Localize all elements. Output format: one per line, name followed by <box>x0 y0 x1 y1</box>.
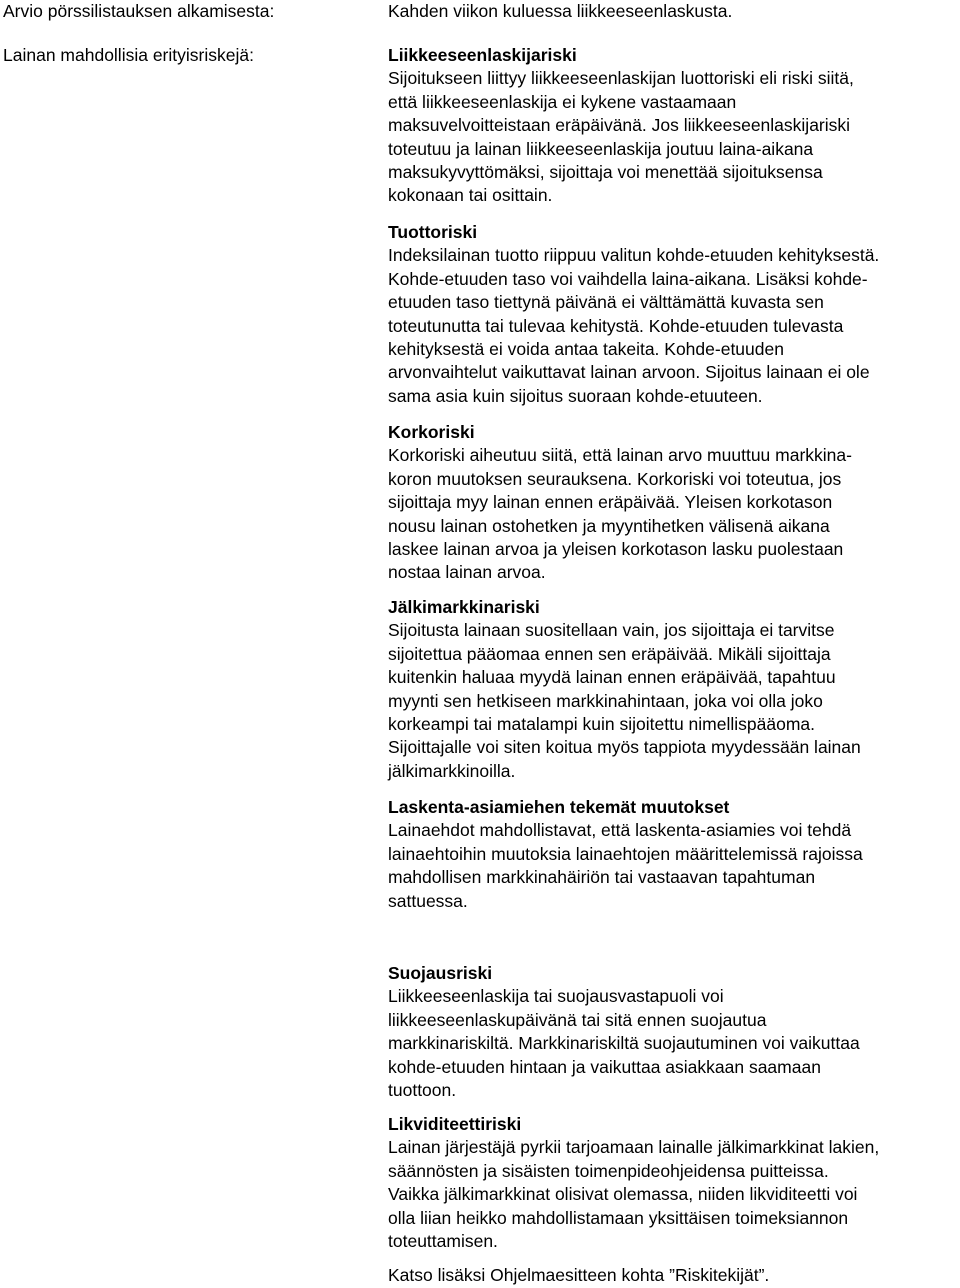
paragraph-line: korkeampi tai matalampi kuin sijoitettu nimellispääoma. <box>388 714 815 735</box>
section-issuer-risk <box>388 44 960 208</box>
section-hedging-risk <box>388 962 960 1102</box>
paragraph-line: mahdollisen markkinahäiriön tai vastaavan tapahtuman <box>388 867 816 888</box>
section-heading: Likviditeettiriski <box>388 1114 522 1134</box>
paragraph-line: sattuessa. <box>388 890 468 911</box>
paragraph-line: Korkoriski aiheutuu siitä, että lainan arvo muuttuu markkina- <box>388 445 852 466</box>
paragraph-line: Sijoitukseen liittyy liikkeeseenlaskijan luottoriski eli riski siitä, <box>388 68 854 89</box>
paragraph-line: lainaehtoihin muutoksia lainaehtojen määrittelemissä rajoissa <box>388 843 863 864</box>
paragraph-line: Liikkeeseenlaskija tai suojausvastapuoli voi <box>388 986 724 1007</box>
paragraph-line: säännösten ja sisäisten toimenpideohjeidensa puitteissa. <box>388 1160 829 1181</box>
section-heading: Korkoriski <box>388 422 475 442</box>
paragraph-line: Lainan järjestäjä pyrkii tarjoamaan lainalle jälkimarkkinat lakien, <box>388 1137 880 1158</box>
paragraph-line: maksuvelvoitteistaan eräpäivänä. Jos liikkeeseenlaskijariski <box>388 115 851 136</box>
paragraph-line: toteutunutta tai tulevaa kehitystä. Kohde-etuuden tulevasta <box>388 315 844 336</box>
section-heading: Liikkeeseenlaskijariski <box>388 45 577 65</box>
paragraph-line: myynti sen hetkiseen markkinahintaan, joka voi olla joko <box>388 690 823 711</box>
paragraph-line: kohde-etuuden hintaan ja vaikuttaa asiakkaan saamaan <box>388 1056 821 1077</box>
section-liquidity-risk <box>388 1113 960 1253</box>
paragraph-line: jälkimarkkinoilla. <box>388 760 516 781</box>
paragraph-line: Sijoittajalle voi siten koitua myös tappiota myydessään lainan <box>388 737 861 758</box>
section-calculation-agent-changes <box>388 796 960 913</box>
paragraph-line: arvonvaihtelut vaikuttavat lainan arvoon. Sijoitus lainaan ei ole <box>388 362 870 383</box>
paragraph-line: Vaikka jälkimarkkinat olisivat olemassa, niiden likviditeetti voi <box>388 1184 858 1205</box>
section-interest-rate-risk <box>388 421 960 585</box>
paragraph-line: kehityksestä ei voida antaa takeita. Kohde-etuuden <box>388 339 784 360</box>
section-secondary-market-risk <box>388 596 960 783</box>
paragraph-line: laskee lainan arvoa ja yleisen korkotason lasku puolestaan <box>388 539 844 560</box>
paragraph-line: etuuden taso tiettynä päivänä ei välttämättä kuvasta sen <box>388 292 824 313</box>
listing-start-value: Kahden viikon kuluessa liikkeeseenlaskusta. <box>388 1 733 21</box>
section-heading: Tuottoriski <box>388 222 478 242</box>
paragraph-line: markkinariskiltä. Markkinariskiltä suojautuminen voi vaikuttaa <box>388 1033 860 1054</box>
section-heading: Laskenta-asiamiehen tekemät muutokset <box>388 797 730 817</box>
paragraph-line: sama asia kuin sijoitus suoraan kohde-etuuteen. <box>388 385 763 406</box>
paragraph-line: tuottoon. <box>388 1080 457 1101</box>
paragraph-line: kokonaan tai osittain. <box>388 185 553 206</box>
special-risks-label: Lainan mahdollisia erityisriskejä: <box>3 45 254 65</box>
paragraph-line: kuitenkin haluaa myydä lainan ennen eräpäivää, tapahtuu <box>388 667 836 688</box>
paragraph-line: että liikkeeseenlaskija ei kykene vastaamaan <box>388 91 737 112</box>
paragraph-line: sijoittaja myy lainan ennen eräpäivää. Yleisen korkotason <box>388 492 833 513</box>
listing-start-label: Arvio pörssilistauksen alkamisesta: <box>3 1 275 21</box>
section-heading: Suojausriski <box>388 963 493 983</box>
paragraph-line: Kohde-etuuden taso voi vaihdella laina-aikana. Lisäksi kohde- <box>388 268 868 289</box>
paragraph-line: koron muutoksen seurauksena. Korkoriski voi toteutua, jos <box>388 468 842 489</box>
paragraph-line: nousu lainan ostohetken ja myyntihetken välisenä aikana <box>388 515 830 536</box>
paragraph-line: toteutuu ja lainan liikkeeseenlaskija joutuu laina-aikana <box>388 138 814 159</box>
paragraph-line: olla liian heikko mahdollistamaan yksittäisen toimeksiannon <box>388 1207 849 1228</box>
paragraph-line: Sijoitusta lainaan suositellaan vain, jos sijoittaja ei tarvitse <box>388 620 835 641</box>
paragraph-line: liikkeeseenlaskupäivänä tai sitä ennen suojautua <box>388 1009 767 1030</box>
paragraph-line: Indeksilainan tuotto riippuu valitun kohde-etuuden kehityksestä. <box>388 245 880 266</box>
paragraph-line: nostaa lainan arvoa. <box>388 562 546 583</box>
paragraph-line: Lainaehdot mahdollistavat, että laskenta-asiamies voi tehdä <box>388 820 852 841</box>
paragraph-line: maksukyvyttömäksi, sijoittaja voi menettää sijoituksensa <box>388 162 823 183</box>
paragraph-line: sijoitettua pääomaa ennen sen eräpäivää. Mikäli sijoittaja <box>388 643 831 664</box>
section-heading: Jälkimarkkinariski <box>388 597 540 617</box>
section-return-risk <box>388 221 960 408</box>
footer-reference: Katso lisäksi Ohjelmaesitteen kohta ”Riskitekijät”. <box>388 1265 770 1285</box>
paragraph-line: toteuttamisen. <box>388 1231 498 1252</box>
